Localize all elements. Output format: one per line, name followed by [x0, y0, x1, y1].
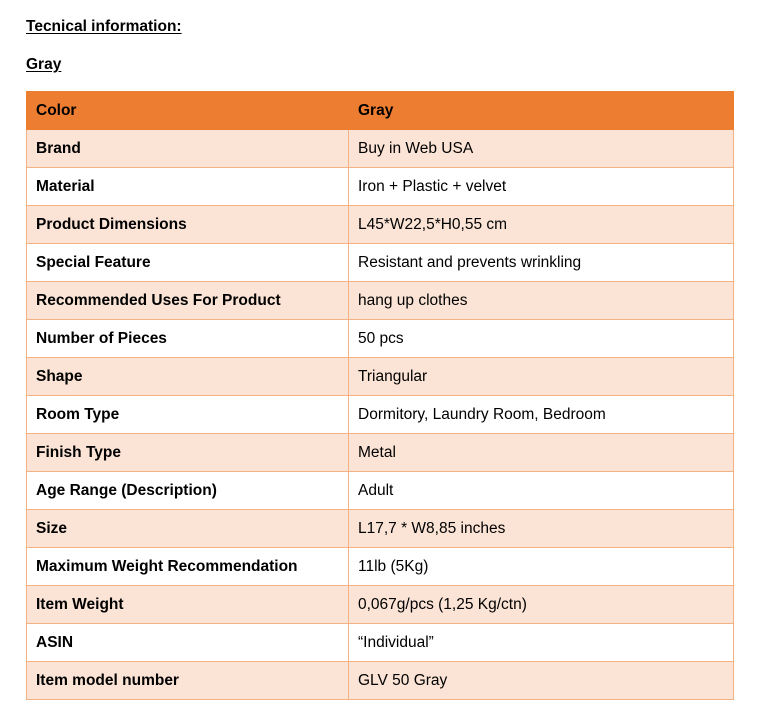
spec-value-cell: 0,067g/pcs (1,25 Kg/ctn) — [349, 586, 734, 624]
header-value-cell: Gray — [349, 92, 734, 130]
spec-key-cell: Item Weight — [27, 586, 349, 624]
spec-value-cell: Metal — [349, 434, 734, 472]
spec-value-cell: L17,7 * W8,85 inches — [349, 510, 734, 548]
spec-value-cell: L45*W22,5*H0,55 cm — [349, 206, 734, 244]
table-row — [27, 624, 734, 662]
spec-value-cell: GLV 50 Gray — [349, 662, 734, 700]
table-row — [27, 320, 734, 358]
spec-key-cell: Size — [27, 510, 349, 548]
table-row — [27, 548, 734, 586]
spec-key-cell: Material — [27, 168, 349, 206]
page-title: Tecnical information: — [26, 18, 182, 35]
table-row — [27, 396, 734, 434]
spec-value-cell: “Individual” — [349, 624, 734, 662]
spec-value-cell: 11lb (5Kg) — [349, 548, 734, 586]
spec-key-cell: Finish Type — [27, 434, 349, 472]
spec-key-cell: Product Dimensions — [27, 206, 349, 244]
spec-value-cell: Adult — [349, 472, 734, 510]
spec-key-cell: Room Type — [27, 396, 349, 434]
spec-value-cell: 50 pcs — [349, 320, 734, 358]
spec-key-cell: Brand — [27, 130, 349, 168]
spec-key-cell: Item model number — [27, 662, 349, 700]
spec-table-body — [27, 92, 734, 700]
spec-value-cell: Resistant and prevents wrinkling — [349, 244, 734, 282]
table-row — [27, 130, 734, 168]
spec-key-cell: ASIN — [27, 624, 349, 662]
table-row — [27, 510, 734, 548]
table-row — [27, 244, 734, 282]
spec-key-cell: Age Range (Description) — [27, 472, 349, 510]
table-row — [27, 168, 734, 206]
spec-value-cell: Triangular — [349, 358, 734, 396]
spec-table — [26, 91, 734, 700]
spec-key-cell: Special Feature — [27, 244, 349, 282]
spec-value-cell: Iron + Plastic + velvet — [349, 168, 734, 206]
spec-value-cell: Buy in Web USA — [349, 130, 734, 168]
table-row — [27, 206, 734, 244]
table-row — [27, 472, 734, 510]
table-header-row — [27, 92, 734, 130]
spec-key-cell: Recommended Uses For Product — [27, 282, 349, 320]
spec-value-cell: hang up clothes — [349, 282, 734, 320]
spec-value-cell: Dormitory, Laundry Room, Bedroom — [349, 396, 734, 434]
variant-heading: Gray — [26, 56, 62, 73]
table-row — [27, 434, 734, 472]
table-row — [27, 282, 734, 320]
spec-key-cell: Number of Pieces — [27, 320, 349, 358]
table-row — [27, 662, 734, 700]
spec-key-cell: Shape — [27, 358, 349, 396]
spec-key-cell: Maximum Weight Recommendation — [27, 548, 349, 586]
header-key-cell: Color — [27, 92, 349, 130]
table-row — [27, 358, 734, 396]
table-row — [27, 586, 734, 624]
